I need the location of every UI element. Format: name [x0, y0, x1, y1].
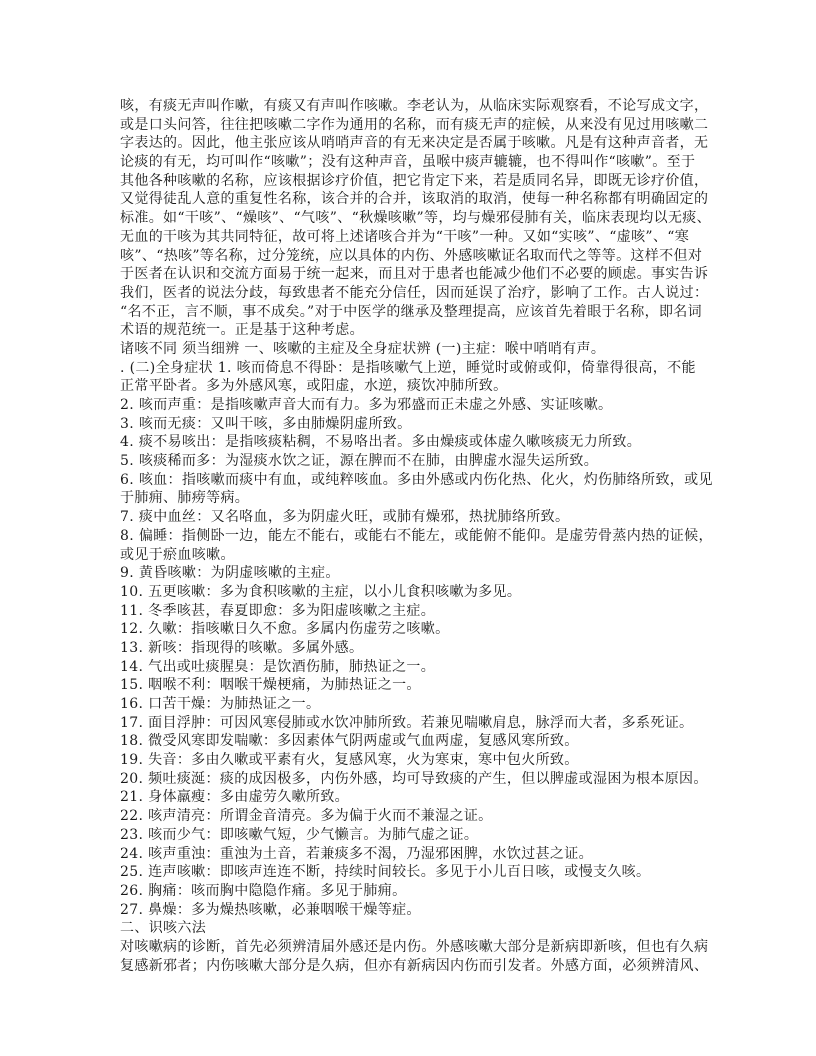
- list-item: 或见于瘀血咳嗽。: [120, 546, 235, 563]
- list-item: 9. 黄昏咳嗽：为阴虚咳嗽的主症。: [120, 565, 340, 582]
- section2-heading: 二、识咳六法: [120, 920, 207, 937]
- text-line: 字表达的。因此，他主张应该从哨哨声音的有无来决定是否属于咳嗽。凡是有这种声音者，无: [120, 135, 709, 152]
- list-item: 18. 微受风寒即发喘嗽：多因素体气阴两虚或气血两虚，复感风寒所致。: [120, 733, 579, 750]
- list-item: 22. 咳声清亮：所谓金音清亮。多为偏于火而不兼湿之证。: [120, 808, 493, 825]
- text-line: 无血的干咳为其共同特征，故可将上述诸咳合并为“干咳”一种。又如“实咳”、“虚咳”、“寒: [120, 228, 690, 245]
- list-item: 8. 偏睡：指侧卧一边，能左不能右，或能右不能左，或能俯不能仰。是虚劳骨蒸内热的证候，: [120, 527, 713, 544]
- list-item: 15. 咽喉不利：咽喉干燥梗痛，为肺热证之一。: [120, 677, 421, 694]
- list-item: 13. 新咳：指现得的咳嗽。多属外感。: [120, 639, 364, 656]
- list-item: 19. 失音：多由久嗽或平素有火，复感风寒，火为寒束，寒中包火所致。: [120, 752, 579, 769]
- list-item: 17. 面目浮肿：可因风寒侵肺或水饮冲肺所致。若兼见喘嗽肩息，脉浮而大者，多系死证。: [120, 714, 694, 731]
- list-item: 25. 连声咳嗽：即咳声连连不断，持续时间较长。多见于小儿百日咳，或慢支久咳。: [120, 864, 651, 881]
- list-item: 23. 咳而少气：即咳嗽气短，少气懒言。为肺气虚之证。: [120, 826, 479, 843]
- list-item: 4. 痰不易咳出：是指咳痰粘稠，不易咯出者。多由燥痰或体虚久嗽咳痰无力所致。: [120, 434, 642, 451]
- list-item: 11. 冬季咳甚，春夏即愈：多为阳虚咳嗽之主症。: [120, 602, 436, 619]
- text-line: 又觉得徒乱人意的重复性名称，该合并的合并，该取消的取消，使每一种名称都有明确固定的: [120, 191, 709, 208]
- text-line: “名不正，言不顺，事不成矣。”对于中医学的继承及整理提高，应该首先着眼于名称，即名词: [120, 303, 703, 320]
- text-line: 复感新邪者；内伤咳嗽大部分是久病，但亦有新病因内伤而引发者。外感方面，必须辨清风、: [120, 957, 709, 974]
- text-line: 咳，有痰无声叫作嗽，有痰又有声叫作咳嗽。李老认为，从临床实际观察看，不论写成文字，: [120, 98, 709, 114]
- text-line: 对咳嗽病的诊断，首先必须辨清届外感还是内伤。外感咳嗽大部分是新病即新咳，但也有久病: [120, 938, 709, 955]
- list-item: 14. 气出或吐痰腥臭：是饮酒伤肺，肺热证之一。: [120, 658, 436, 675]
- list-item: 10. 五更咳嗽：多为食积咳嗽的主症，以小儿食积咳嗽为多见。: [120, 583, 522, 600]
- list-item: 6. 咳血：指咳嗽而痰中有血，或纯粹咳血。多由外感或内伤化热、化火，灼伤肺络所致，或见: [120, 471, 713, 488]
- list-item: 26. 胸痛：咳而胸中隐隐作痛。多见于肺痈。: [120, 882, 407, 899]
- list-item: 27. 鼻燥：多为燥热咳嗽，必兼咽喉干燥等症。: [120, 901, 421, 918]
- text-line: 于医者在认识和交流方面易于统一起来，而且对于患者也能减少他们不必要的顾虑。事实告诉: [120, 266, 709, 283]
- symptoms-intro: . (二)全身症状 1. 咳而倚息不得卧：是指咳嗽气上逆，睡觉时或俯或仰，倚靠得很高，不能: [120, 359, 696, 376]
- list-item: 3. 咳而无痰：又叫干咳，多由肺燥阴虚所致。: [120, 415, 412, 432]
- text-line: 其他各种咳嗽的名称，应该根据诊疗价值，把它肯定下来，若是质同名异，即既无诊疗价值，: [120, 172, 709, 189]
- text-line: 我们，医者的说法分歧，每致患者不能充分信任，因而延误了治疗，影响了工作。古人说过：: [120, 284, 709, 301]
- list-item: 21. 身体羸瘦：多由虚劳久嗽所致。: [120, 789, 350, 806]
- list-item: 于肺痈、肺痨等病。: [120, 490, 250, 507]
- list-item: 16. 口苦干燥：为肺热证之一。: [120, 696, 321, 712]
- text-line: 咳”、“热咳”等名称，过分笼统，应以具体的内伤、外感咳嗽证名取而代之等等。这样不但对: [120, 247, 703, 264]
- list-item: 5. 咳痰稀而多：为湿痰水饮之证，源在脾而不在肺，由脾虚水湿失运所致。: [120, 453, 599, 470]
- list-item: 7. 痰中血丝：又名咯血，多为阴虚火旺，或肺有燥邪，热扰肺络所致。: [120, 509, 570, 526]
- intro-paragraph: [120, 97, 712, 340]
- text-line: 或是口头问答，往往把咳嗽二字作为通用的名称，而有痰无声的症候，从来没有见过用咳嗽二: [120, 116, 709, 133]
- list-item: 12. 久嗽：指咳嗽日久不愈。多属内伤虚劳之咳嗽。: [120, 621, 450, 638]
- list-item: 24. 咳声重浊：重浊为土音，若兼痰多不渴，乃湿邪困脾，水饮过甚之证。: [120, 845, 593, 862]
- list-item: 20. 频吐痰涎：痰的成因极多，内伤外感，均可导致痰的产生，但以脾虚或湿困为根本原因。: [120, 770, 708, 787]
- text-line: 论痰的有无，均可叫作“咳嗽”；没有这种声音，虽喉中痰声辘辘，也不得叫作“咳嗽”。至于: [120, 154, 696, 171]
- text-line: 术语的规范统一。正是基于这种考虑。: [120, 322, 364, 339]
- section-heading: 诸咳不同 须当细辨 一、咳嗽的主症及全身症状辨 (一)主症：喉中哨哨有声。: [120, 340, 606, 357]
- list-item: 2. 咳而声重：是指咳嗽声音大而有力。多为邪盛而正未虚之外感、实证咳嗽。: [120, 397, 613, 413]
- text-line: 标准。如“干咳”、“燥咳”、“气咳”、“秋燥咳嗽”等，均与燥邪侵肺有关，临床表现均以无痰、: [120, 210, 712, 227]
- list-item: 正常平卧者。多为外感风寒，或阳虚，水逆，痰饮冲肺所致。: [120, 378, 508, 395]
- section2-paragraph: [120, 938, 709, 975]
- document-page: [120, 97, 713, 975]
- symptom-list: [120, 377, 713, 919]
